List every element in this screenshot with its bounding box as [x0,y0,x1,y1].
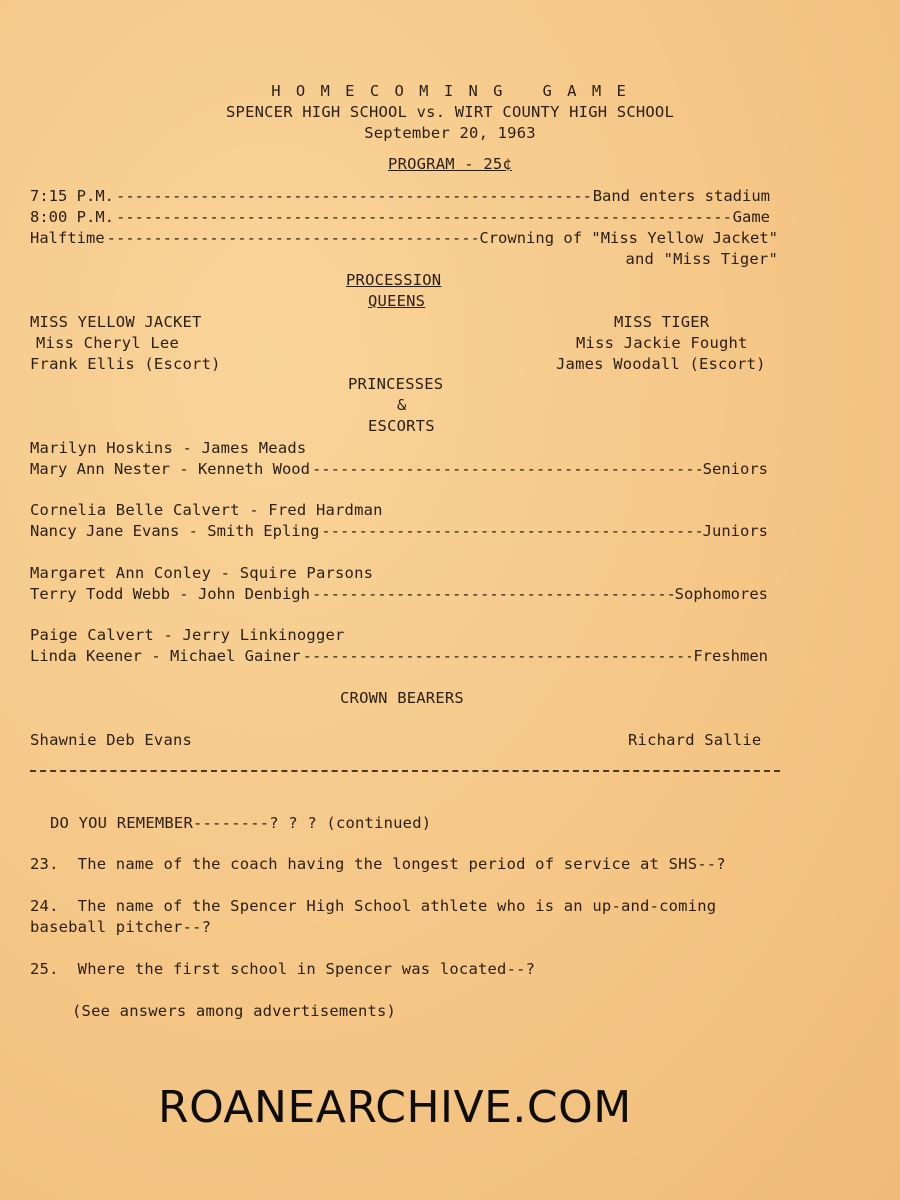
document-title: H O M E C O M I N G G A M E [271,82,629,100]
queens-heading: QUEENS [368,292,426,310]
princess-class-row [30,522,768,540]
class-name: Freshmen [693,647,768,665]
princess-pair: Mary Ann Nester - Kenneth Wood [30,460,310,478]
question-24: 24. The name of the Spencer High School athlete who is an up-and-coming [30,897,717,915]
watermark-text: ROANEARCHIVE.COM [158,1082,632,1133]
program-price: PROGRAM - 25¢ [388,155,512,173]
remember-heading: DO YOU REMEMBER [50,814,193,832]
schedule-time: 7:15 P.M. [30,187,114,205]
class-name: Sophomores [674,585,768,603]
crown-bearer-right: Richard Sallie [628,731,762,749]
remember-heading-tail: --------? ? ? (continued) [192,814,432,832]
schedule-continuation: and "Miss Tiger" [625,250,778,268]
matchup-line: SPENCER HIGH SCHOOL vs. WIRT COUNTY HIGH SCHOOL [226,103,674,121]
queen-left-title: MISS YELLOW JACKET [30,313,202,331]
queen-right-name: Miss Jackie Fought [576,334,748,352]
princess-pair: Marilyn Hoskins - James Meads [30,439,307,457]
date-line: September 20, 1963 [364,124,536,142]
princess-class-row [30,460,768,478]
question-24-cont: baseball pitcher--? [30,918,212,936]
princess-pair: Terry Todd Webb - John Denbigh [30,585,310,603]
schedule-time: Halftime [30,229,105,247]
princess-pair: Cornelia Belle Calvert - Fred Hardman [30,501,383,519]
schedule-row [30,187,770,205]
schedule-event: Game [732,208,770,226]
princess-pair: Nancy Jane Evans - Smith Epling [30,522,320,540]
queen-left-name: Miss Cheryl Lee [36,334,179,352]
princess-class-row [30,585,768,603]
schedule-row [30,208,770,226]
princess-pair: Linda Keener - Michael Gainer [30,647,301,665]
queen-right-title: MISS TIGER [614,313,710,331]
procession-heading: PROCESSION [346,271,442,289]
class-name: Juniors [702,522,768,540]
queen-left-escort: Frank Ellis (Escort) [30,355,221,373]
princess-pair: Paige Calvert - Jerry Linkinogger [30,626,345,644]
schedule-time: 8:00 P.M. [30,208,114,226]
schedule-row [30,229,778,247]
princesses-heading: PRINCESSES [348,375,444,393]
schedule-event: Band enters stadium [592,187,770,205]
escorts-heading: ESCORTS [368,417,435,435]
schedule-event: Crowning of "Miss Yellow Jacket" [479,229,778,247]
question-23: 23. The name of the coach having the longest period of service at SHS--? [30,855,726,873]
remember-heading-line [50,814,431,832]
ampersand-heading: & [397,396,407,414]
crown-bearer-left: Shawnie Deb Evans [30,731,193,749]
princess-class-row [30,647,768,665]
queen-right-escort: James Woodall (Escort) [556,355,766,373]
princess-pair: Margaret Ann Conley - Squire Parsons [30,564,374,582]
question-25: 25. Where the first school in Spencer was located--? [30,960,536,978]
answers-note: (See answers among advertisements) [72,1002,397,1020]
class-name: Seniors [702,460,768,478]
crown-bearers-heading: CROWN BEARERS [340,689,464,707]
dashed-divider [30,770,780,772]
